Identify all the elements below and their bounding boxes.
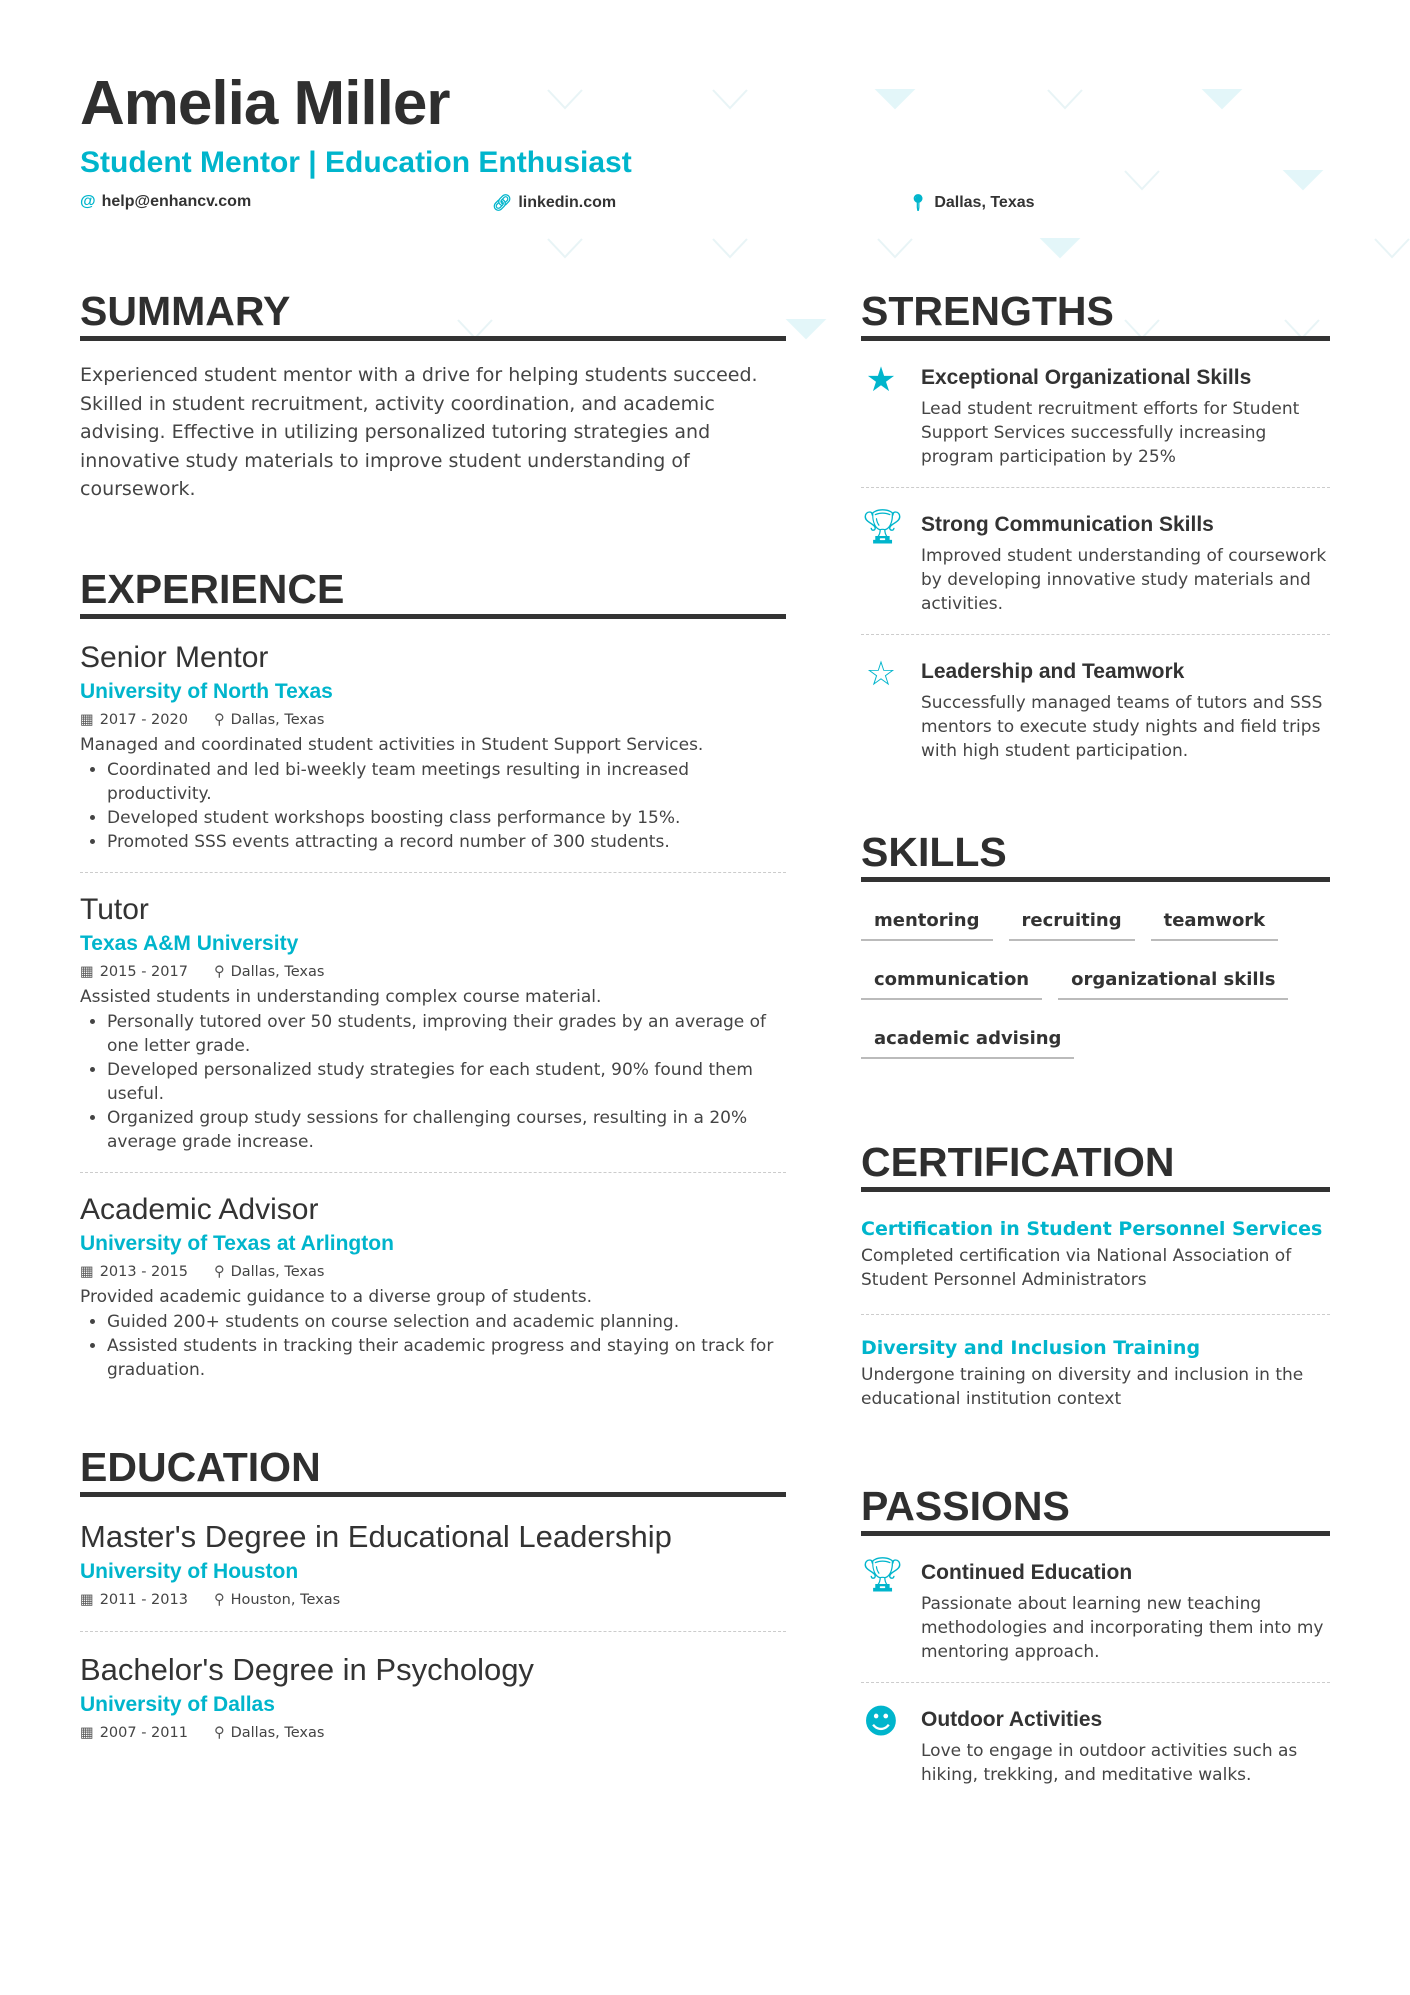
experience-entry: [80, 891, 786, 1173]
degree-title: Master's Degree in Educational Leadership: [80, 1518, 672, 1554]
skill-tag: academic advising: [861, 1022, 1074, 1059]
degree-title: Bachelor's Degree in Psychology: [80, 1651, 534, 1687]
summary-section: [80, 288, 786, 504]
job-description: Provided academic guidance to a diverse group of students.: [80, 1286, 592, 1307]
job-title: Senior Mentor: [80, 640, 269, 674]
trophy-icon: 🏆︎: [861, 507, 905, 547]
star-icon: ★: [865, 360, 897, 400]
star-outline-icon: ☆: [865, 654, 897, 694]
section-heading: SKILLS: [861, 829, 1330, 882]
location: [214, 707, 324, 733]
school-name[interactable]: University of Houston: [80, 1559, 299, 1583]
certification-item: [861, 1208, 1330, 1315]
job-title: Tutor: [80, 892, 149, 926]
bullet-list: [80, 1310, 786, 1382]
right-column: [861, 288, 1330, 1815]
calendar-icon: ▦: [80, 1263, 94, 1280]
education-section: [80, 1444, 786, 1764]
item-body: [921, 1558, 1330, 1664]
certification-item: [861, 1327, 1330, 1433]
item-title: Strong Communication Skills: [921, 513, 1214, 536]
passions-section: [861, 1483, 1330, 1805]
at-icon: @: [80, 193, 96, 210]
item-description: Lead student recruitment efforts for Student Support Services successfully increasing program participation by 25%: [921, 399, 1300, 467]
company-name[interactable]: Texas A&M University: [80, 931, 299, 955]
summary-text: Experienced student mentor with a drive for helping students succeed. Skilled in student recruitment, activity coordination, and academic advising. Effective in utilizing personalized tutoring strategies and innovative study materials to improve student understanding of coursework.: [80, 364, 758, 500]
location-text: Dallas, Texas: [230, 1263, 325, 1280]
date-location-row: [80, 1259, 786, 1285]
location-text: Dallas, Texas: [230, 963, 325, 980]
calendar-icon: ▦: [80, 963, 94, 980]
certification-description: Completed certification via National Association of Student Personnel Administrators: [861, 1246, 1292, 1290]
certification-section: [861, 1139, 1330, 1433]
map-pin-icon: ⚲: [213, 963, 225, 980]
strengths-item: [861, 645, 1330, 781]
calendar-icon: ▦: [80, 711, 94, 728]
trophy-icon: 🏆︎: [861, 1555, 905, 1595]
item-title: Outdoor Activities: [921, 1708, 1103, 1731]
calendar-icon: ▦: [80, 1591, 94, 1608]
section-heading: STRENGTHS: [861, 288, 1330, 341]
item-title: Exceptional Organizational Skills: [921, 366, 1252, 389]
date-location-row: [80, 959, 786, 985]
job-description: Assisted students in understanding complex course material.: [80, 986, 602, 1007]
item-description: Successfully managed teams of tutors and SSS mentors to execute study nights and field trips with high student participation.: [921, 693, 1323, 761]
bullet-item: • Assisted students in tracking their academic progress and staying on track for graduation.: [107, 1334, 786, 1382]
location: [214, 1720, 324, 1746]
bullet-item: • Developed student workshops boosting class performance by 15%.: [107, 806, 786, 830]
date-location-row: [80, 1720, 786, 1746]
map-pin-icon: ⚲: [213, 1263, 225, 1280]
item-body: [921, 657, 1330, 763]
location-text: Dallas, Texas: [934, 194, 1035, 211]
contact-email[interactable]: [80, 193, 251, 211]
experience-section: [80, 566, 786, 1400]
education-entry: [80, 1517, 786, 1632]
job-title: Academic Advisor: [80, 1192, 319, 1226]
item-body: [921, 1705, 1330, 1787]
certification-title: Certification in Student Personnel Services: [861, 1218, 1323, 1240]
passions-item: [861, 1693, 1330, 1805]
bullet-item: • Developed personalized study strategies for each student, 90% found them useful.: [107, 1058, 786, 1106]
section-heading: EDUCATION: [80, 1444, 786, 1497]
contact-location: [908, 193, 1035, 213]
skill-tag: recruiting: [1009, 904, 1135, 941]
section-heading: SUMMARY: [80, 288, 786, 341]
bullet-item: • Guided 200+ students on course selection and academic planning.: [107, 1310, 786, 1334]
strengths-section: [861, 288, 1330, 781]
skill-tag: teamwork: [1151, 904, 1279, 941]
item-description: Love to engage in outdoor activities such as hiking, trekking, and meditative walks.: [921, 1741, 1298, 1785]
skill-tag: mentoring: [861, 904, 993, 941]
date-location-row: [80, 1587, 786, 1613]
date-location-row: [80, 707, 786, 733]
location: [214, 1587, 340, 1613]
email-text[interactable]: help@enhancv.com: [101, 193, 252, 210]
date-text: 2017 - 2020: [99, 711, 188, 728]
experience-entry: [80, 639, 786, 873]
item-description: Passionate about learning new teaching methodologies and incorporating them into my mentoring approach.: [921, 1594, 1324, 1662]
date-range: [80, 707, 188, 733]
company-name[interactable]: University of Texas at Arlington: [80, 1231, 394, 1255]
job-description: Managed and coordinated student activities in Student Support Services.: [80, 734, 704, 755]
head-icon: ☻: [863, 1702, 899, 1742]
location-text: Dallas, Texas: [230, 711, 325, 728]
date-range: [80, 959, 188, 985]
certification-title: Diversity and Inclusion Training: [861, 1337, 1201, 1359]
bullet-item: • Promoted SSS events attracting a record number of 300 students.: [107, 830, 786, 854]
education-entry: [80, 1650, 786, 1764]
skill-tag: communication: [861, 963, 1042, 1000]
skill-tag: organizational skills: [1058, 963, 1288, 1000]
item-title: Continued Education: [921, 1561, 1133, 1584]
date-text: 2007 - 2011: [99, 1724, 188, 1741]
contact-link[interactable]: [492, 193, 616, 213]
item-body: [921, 510, 1330, 616]
section-heading: EXPERIENCE: [80, 566, 786, 619]
date-text: 2011 - 2013: [99, 1591, 188, 1608]
section-heading: PASSIONS: [861, 1483, 1330, 1536]
bullet-list: [80, 1010, 786, 1154]
map-pin-icon: ⚲: [213, 711, 225, 728]
item-body: [921, 363, 1330, 469]
map-pin-icon: 📍︎: [908, 195, 929, 212]
date-range: [80, 1259, 188, 1285]
passions-item: [861, 1546, 1330, 1683]
school-name[interactable]: University of Dallas: [80, 1692, 275, 1716]
certification-description: Undergone training on diversity and inclusion in the educational institution context: [861, 1365, 1304, 1409]
date-text: 2015 - 2017: [99, 963, 188, 980]
item-description: Improved student understanding of coursework by developing innovative study materials and activities.: [921, 546, 1327, 614]
link-text[interactable]: linkedin.com: [518, 194, 617, 211]
bullet-item: • Organized group study sessions for challenging courses, resulting in a 20% average grade increase.: [107, 1106, 786, 1154]
experience-entry: [80, 1191, 786, 1400]
link-icon: 🔗︎: [492, 195, 513, 212]
date-range: [80, 1587, 188, 1613]
date-text: 2013 - 2015: [99, 1263, 188, 1280]
headline: Student Mentor | Education Enthusiast: [80, 146, 632, 179]
map-pin-icon: ⚲: [213, 1724, 225, 1741]
skills-section: [861, 829, 1330, 1059]
location-text: Dallas, Texas: [230, 1724, 325, 1741]
left-column: [80, 288, 786, 1782]
candidate-name: Amelia Miller: [80, 69, 450, 138]
company-name[interactable]: University of North Texas: [80, 679, 333, 703]
strengths-item: [861, 351, 1330, 488]
strengths-item: [861, 498, 1330, 635]
calendar-icon: ▦: [80, 1724, 94, 1741]
location: [214, 959, 324, 985]
bullet-item: • Personally tutored over 50 students, improving their grades by an average of one letter grade.: [107, 1010, 786, 1058]
location: [214, 1259, 324, 1285]
location-text: Houston, Texas: [230, 1591, 341, 1608]
map-pin-icon: ⚲: [213, 1591, 225, 1608]
section-heading: CERTIFICATION: [861, 1139, 1330, 1192]
item-title: Leadership and Teamwork: [921, 660, 1185, 683]
bullet-item: • Coordinated and led bi-weekly team meetings resulting in increased productivity.: [107, 758, 786, 806]
bullet-list: [80, 758, 786, 854]
date-range: [80, 1720, 188, 1746]
